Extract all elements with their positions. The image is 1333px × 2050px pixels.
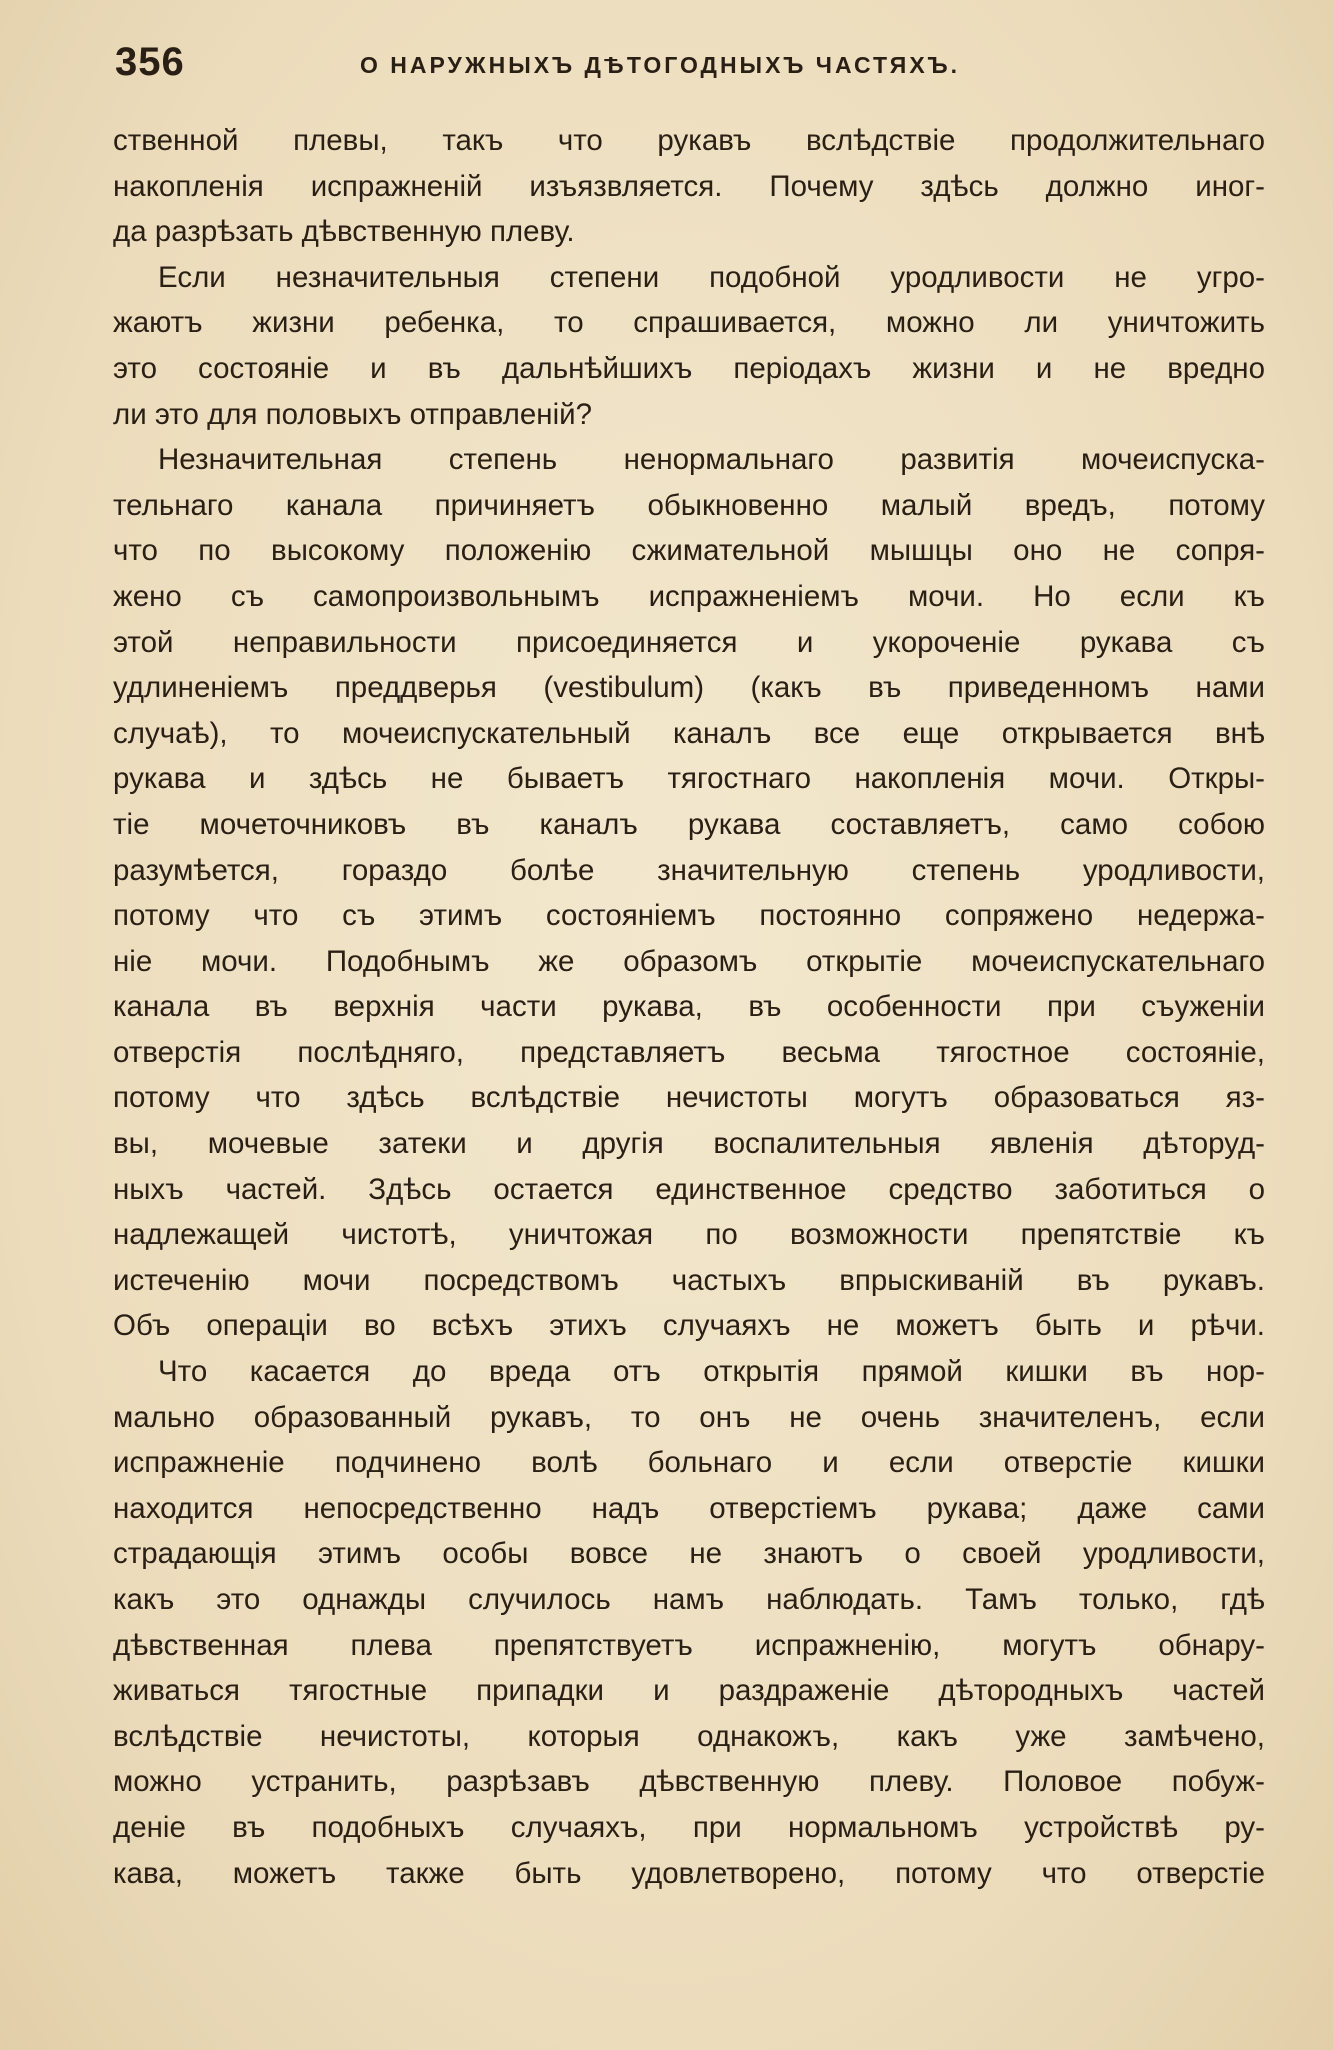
text-line: вслѣдствіе нечистоты, которыя однакожъ, какъ уже замѣчено, [113,1719,1265,1753]
text-line: накопленія испражненій изъязвляется. Почему здѣсь должно иног- [113,169,1265,203]
text-line: надлежащей чистотѣ, уничтожая по возможности препятствіе къ [113,1218,1265,1252]
text-line: дѣвственная плева препятствуетъ испражненію, могутъ обнару- [113,1628,1265,1662]
text-line: тіе мочеточниковъ въ каналъ рукава составляетъ, само собою [113,807,1265,841]
text-line: потому что съ этимъ состояніемъ постоянно сопряжено недержа- [113,899,1265,933]
text-line: да разрѣзать дѣвственную плеву. [113,215,575,249]
text-line: жаютъ жизни ребенка, то спрашивается, можно ли уничтожить [113,306,1265,340]
text-line: ли это для половыхъ отправленій? [113,397,593,431]
text-line: ственной плевы, такъ что рукавъ вслѣдствіе продолжительнаго [113,124,1265,157]
text-line: жено съ самопроизвольнымъ испражненіемъ мочи. Но если къ [113,579,1265,613]
text-line: кава, можетъ также быть удовлетворено, потому что отверстіе [113,1856,1265,1890]
text-line: Что касается до вреда отъ открытія прямой кишки въ нор- [158,1355,1265,1389]
text-line: испражненіе подчинено волѣ больнаго и если отверстіе кишки [113,1446,1265,1480]
text-line: живаться тягостные припадки и раздраженіе дѣтородныхъ частей [113,1674,1265,1708]
text-line: вы, мочевые затеки и другія воспалительныя явленія дѣторуд- [113,1127,1265,1161]
page-number: 356 [115,40,185,84]
text-line: канала въ верхнія части рукава, въ особенности при съуженіи [113,990,1265,1024]
text-line: Объ операціи во всѣхъ этихъ случаяхъ не можетъ быть и рѣчи. [113,1309,1265,1343]
text-line: это состояніе и въ дальнѣйшихъ періодахъ жизни и не вредно [113,351,1265,385]
text-line: какъ это однажды случилось намъ наблюдать. Тамъ только, гдѣ [113,1583,1265,1616]
page-header [115,40,1265,90]
text-line: тельнаго канала причиняетъ обыкновенно малый вредъ, потому [113,488,1265,522]
running-head: О НАРУЖНЫХЪ ДѢТОГОДНЫХЪ ЧАСТЯХЪ. [360,52,961,78]
text-line: ныхъ частей. Здѣсь остается единственное средство заботиться о [113,1172,1265,1206]
text-line: ніе мочи. Подобнымъ же образомъ открытіе мочеиспускательнаго [113,944,1265,978]
text-line: этой неправильности присоединяется и укороченіе рукава съ [113,625,1265,659]
text-line: Незначительная степень ненормальнаго развитія мочеиспуска- [158,443,1265,477]
text-line: находится непосредственно надъ отверстіемъ рукава; даже сами [113,1491,1265,1525]
text-line: страдающія этимъ особы вовсе не знаютъ о своей уродливости, [113,1537,1265,1571]
text-line: можно устранить, разрѣзавъ дѣвственную плеву. Половое побуж- [113,1765,1265,1799]
text-line: разумѣется, гораздо болѣе значительную степень уродливости, [113,853,1265,887]
text-line: отверстія послѣдняго, представляетъ весьма тягостное состояніе, [113,1035,1265,1069]
text-line: случаѣ), то мочеиспускательный каналъ все еще открывается внѣ [113,716,1265,750]
text-line: мально образованный рукавъ, то онъ не очень значителенъ, если [113,1400,1265,1434]
text-line: удлиненіемъ преддверья (vestibulum) (какъ въ приведенномъ нами [113,671,1265,705]
text-line: потому что здѣсь вслѣдствіе нечистоты могутъ образоваться яз- [113,1081,1265,1115]
text-line: истеченію мочи посредствомъ частыхъ впрыскиваній въ рукавъ. [113,1263,1265,1297]
text-line: Если незначительныя степени подобной уродливости не угро- [158,260,1265,294]
text-line: деніе въ подобныхъ случаяхъ, при нормальномъ устройствѣ ру- [113,1810,1265,1844]
text-line: рукава и здѣсь не бываетъ тягостнаго накопленія мочи. Откры- [113,762,1265,796]
body-text [113,118,1265,1896]
text-line: что по высокому положенію сжимательной мышцы оно не сопря- [113,534,1265,568]
